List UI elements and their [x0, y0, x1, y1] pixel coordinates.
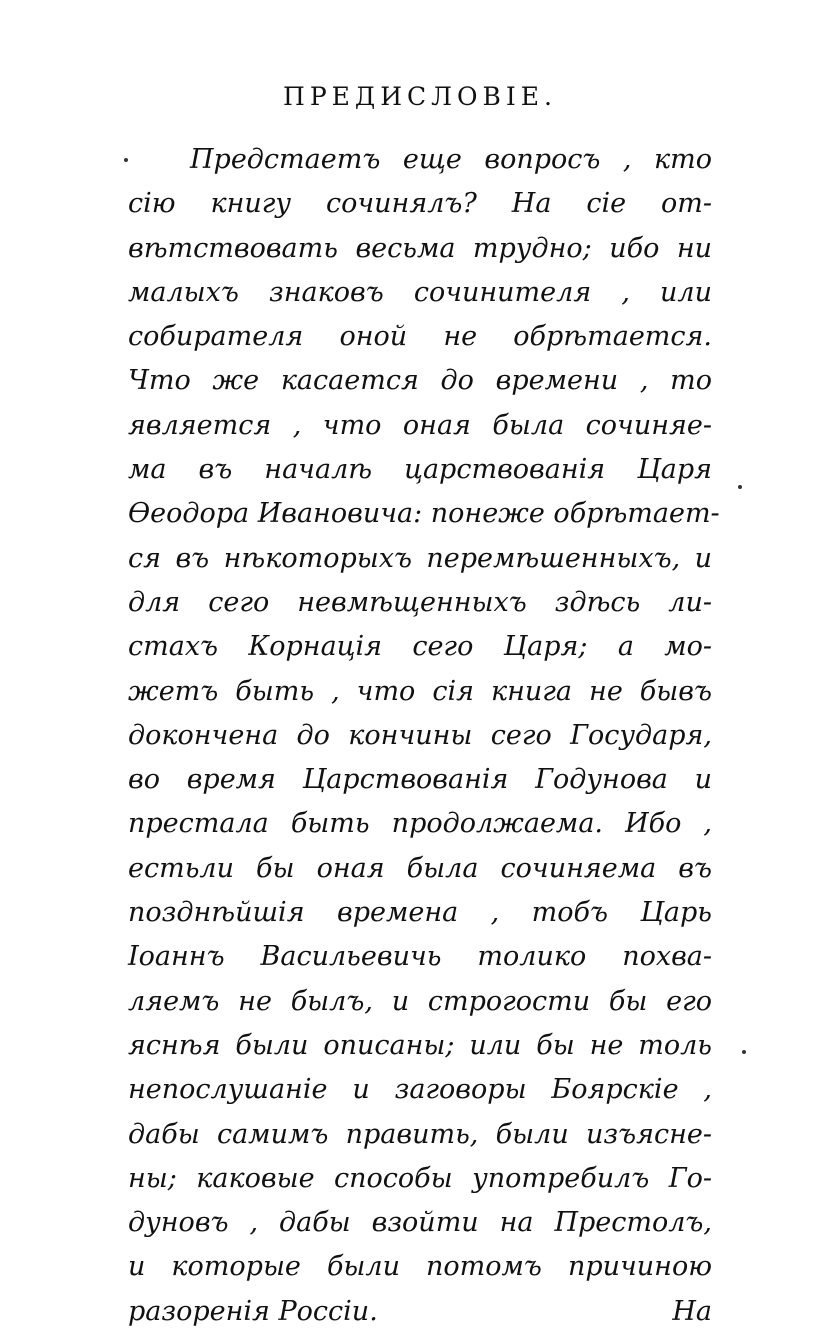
text-line: является , что оная была сочиняе-: [128, 409, 712, 441]
text-line: ны; каковые способы употребилъ Го-: [128, 1162, 712, 1194]
running-head: ПРЕДИСЛОВІЕ.: [283, 82, 557, 111]
text-line: Предстаетъ еще вопросъ , кто: [190, 144, 712, 175]
body-text: [128, 138, 720, 1334]
text-line: докончена до кончины сего Государя,: [128, 719, 712, 751]
text-line: сію книгу сочинялъ? На сіе от-: [128, 188, 712, 220]
text-line: Ѳеодора Ивановича: понеже обрѣтает-: [128, 498, 720, 530]
text-line: яснѣя были описаны; или бы не толь: [128, 1029, 712, 1061]
text-line: для сего невмѣщенныхъ здѣсь ли-: [128, 586, 712, 618]
text-line: дабы самимъ править, были изъясне-: [128, 1118, 712, 1150]
text-line: непослушаніе и заговоры Боярскіе ,: [128, 1074, 712, 1106]
text-line: собирателя оной не обрѣтается.: [128, 321, 712, 353]
text-line: престала быть продолжаема. Ибо ,: [128, 808, 712, 840]
print-speck: [738, 485, 742, 489]
text-line: ся въ нѣкоторыхъ перемѣшенныхъ, и: [128, 542, 712, 574]
text-line: Іоаннъ Васильевичь толико похва-: [128, 941, 712, 973]
text-line: жетъ быть , что сія книга не бывъ: [128, 675, 712, 707]
text-line: позднѣйшія времена , тобъ Царь: [128, 897, 712, 929]
text-line: ляемъ не былъ, и строгости бы его: [128, 985, 712, 1017]
text-line: Что же касается до времени , то: [128, 365, 712, 397]
text-line: дуновъ , дабы взойти на Престолъ,: [128, 1207, 712, 1239]
print-speck: [124, 158, 128, 162]
text-line: вѣтствовать весьма трудно; ибо ни: [128, 232, 712, 264]
text-line: разоренія Россіи.: [128, 1295, 378, 1327]
catchword: На: [672, 1295, 712, 1327]
text-line: и которые были потомъ причиною: [128, 1251, 712, 1283]
last-line-row: [128, 1290, 712, 1334]
print-speck: [742, 1050, 746, 1054]
text-line: малыхъ знаковъ сочинителя , или: [128, 276, 712, 308]
text-line: во время Царствованія Годунова и: [128, 764, 712, 796]
text-line: стахъ Корнація сего Царя; а мо-: [128, 631, 712, 663]
text-line: естьли бы оная была сочиняема въ: [128, 852, 712, 884]
text-line: ма въ началѣ царствованія Царя: [128, 454, 712, 486]
